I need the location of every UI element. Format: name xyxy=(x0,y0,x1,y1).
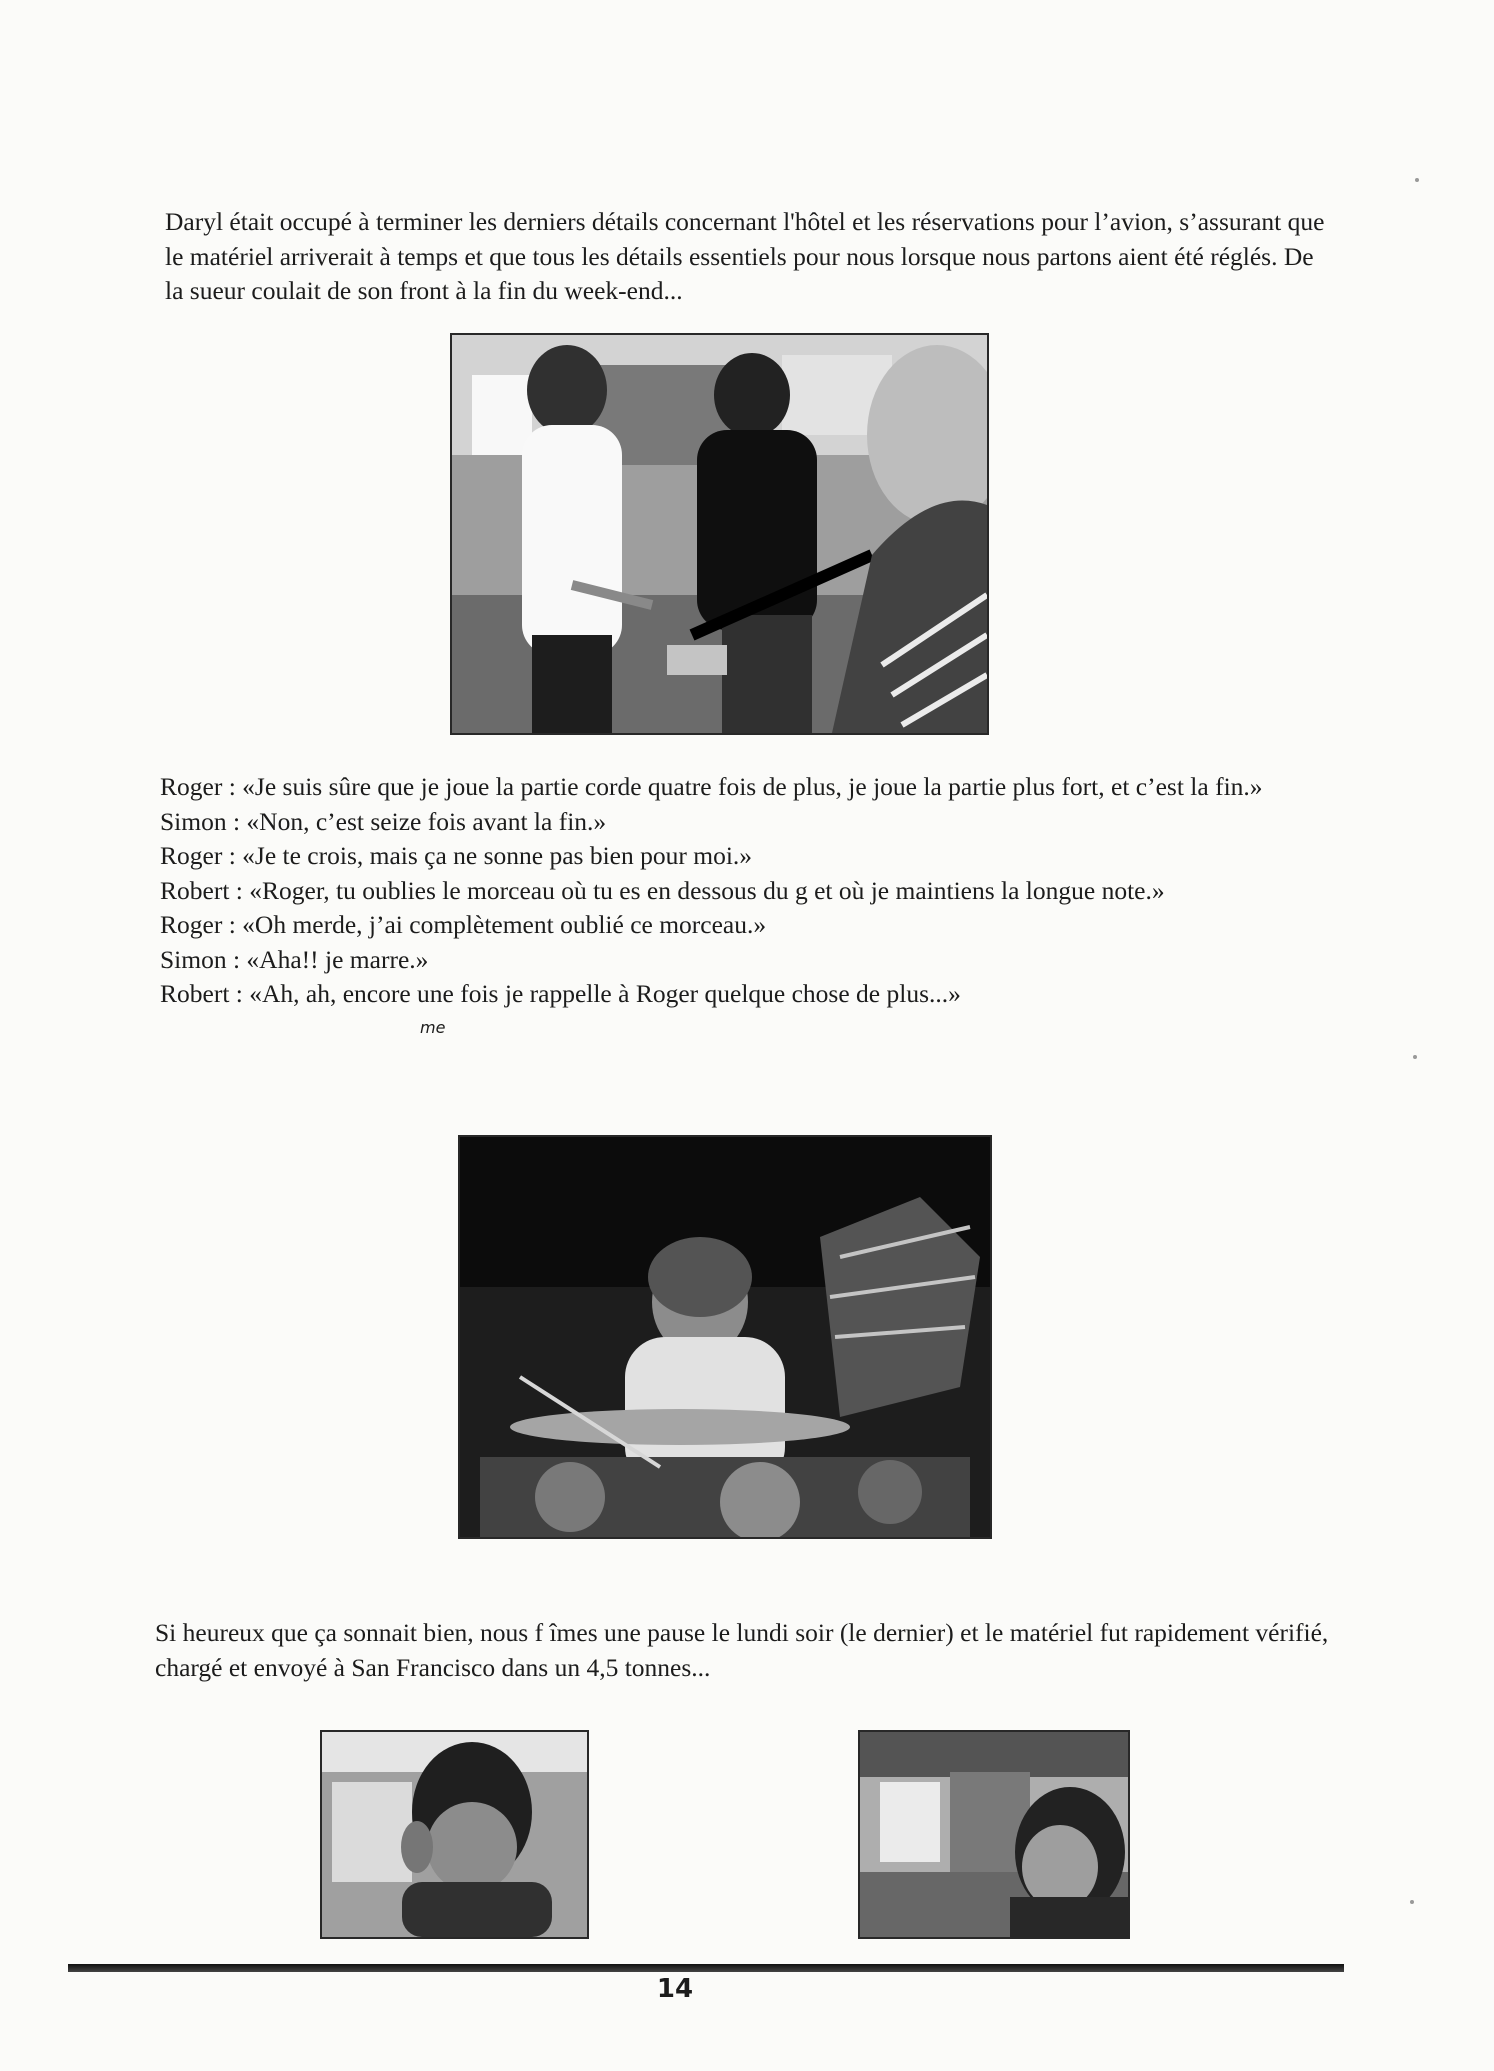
scan-speck xyxy=(1413,1055,1417,1059)
photo-person-at-market xyxy=(858,1730,1130,1939)
footer-rule xyxy=(68,1964,1344,1972)
scan-speck xyxy=(1415,178,1419,182)
page-number: 14 xyxy=(656,1974,694,2004)
photo-guitarists-rehearsal xyxy=(450,333,989,735)
dialogue-line: Simon : «Aha!! je marre.» xyxy=(160,944,429,974)
dialogue-line: Roger : «Je suis sûre que je joue la partie corde quatre fois de plus, je joue la partie plus fort, et c’est la fin.» xyxy=(160,772,1263,801)
dialogue-line: Simon : «Non, c’est seize fois avant la fin.» xyxy=(160,806,607,836)
dialogue-line: Robert : «Roger, tu oublies le morceau où tu es en dessous du g et où je maintiens la longue note.» xyxy=(160,875,1165,905)
dialogue-line: Roger : «Je te crois, mais ça ne sonne pas bien pour moi.» xyxy=(160,841,753,870)
dialogue-line: Robert : «Ah, ah, encore une fois je rappelle à Roger quelque chose de plus...» xyxy=(160,979,961,1008)
closing-paragraph: Si heureux que ça sonnait bien, nous f îmes une pause le lundi soir (le dernier) et le matériel fut rapidement vérifié, chargé et envoyé à San Francisco dans un 4,5 tonnes... xyxy=(155,1618,1329,1682)
dialogue-block xyxy=(160,770,1340,1012)
handwritten-correction: me xyxy=(420,1018,446,1037)
photo-drummer xyxy=(458,1135,992,1539)
intro-paragraph: Daryl était occupé à terminer les derniers détails concernant l'hôtel et les réservations pour l’avion, s’assurant que le matériel arriverait à temps et que tous les détails essentiels pour nous lorsque nous partons aient été réglés. De la sueur coulait de son front à la fin du week-end... xyxy=(165,207,1325,305)
photo-person-on-phone xyxy=(320,1730,589,1939)
scan-speck xyxy=(1410,1900,1414,1904)
dialogue-line: Roger : «Oh merde, j’ai complètement oublié ce morceau.» xyxy=(160,910,767,939)
